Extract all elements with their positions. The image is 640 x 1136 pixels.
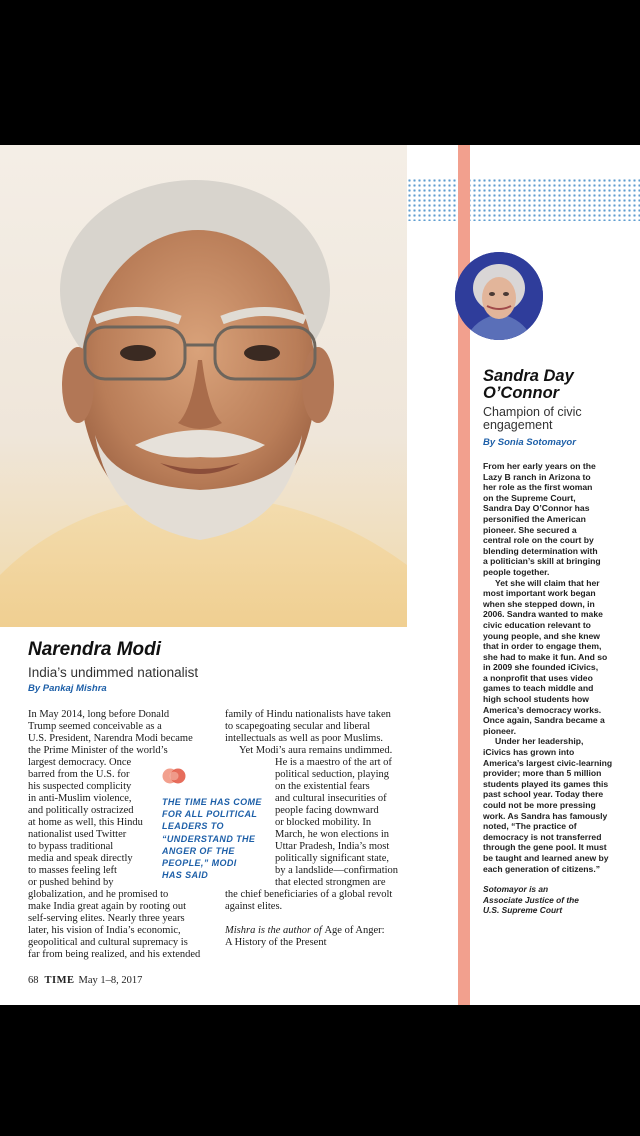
body-line: at home as well, this Hindu xyxy=(28,817,143,828)
body-line: geopolitical and cultural supremacy is xyxy=(28,937,188,948)
col2-top-lines xyxy=(225,709,407,745)
oconnor-paragraph-2 xyxy=(483,578,633,737)
author-note-book-title: Age of Anger: xyxy=(324,925,385,936)
pull-quote-line: FOR ALL POLITICAL xyxy=(162,809,258,820)
body-line: civic education relevant to xyxy=(483,619,591,630)
body-line: or pushed behind by xyxy=(28,877,114,888)
page-number: 68 xyxy=(28,975,39,986)
oconnor-body-text xyxy=(483,461,633,874)
body-line: the Prime Minister of the world’s xyxy=(28,745,168,756)
body-line: media and speak directly xyxy=(28,853,133,864)
oconnor-subtitle xyxy=(483,406,633,432)
body-line: later, his vision of India’s economic, xyxy=(28,925,181,936)
body-line: his suspected complicity xyxy=(28,781,132,792)
body-line: central role on the court by xyxy=(483,535,594,546)
body-line: the chief beneficiaries of a global revolt xyxy=(225,889,393,900)
body-line: or blocked mobility. In xyxy=(275,817,372,828)
oconnor-author-footnote xyxy=(483,884,633,916)
pull-quote-line: PEOPLE,” MODI xyxy=(162,858,237,869)
body-line: make India great again by rooting out xyxy=(28,901,187,912)
body-line: Trump seemed conceivable as a xyxy=(28,721,162,732)
author-note-book-title-line2: A History of the Present xyxy=(225,937,327,948)
body-line: that in order to engage them, xyxy=(483,641,602,652)
body-line: most important work began xyxy=(483,588,596,599)
body-line: a politician’s skill at bringing xyxy=(483,556,601,567)
body-line: self-serving elites. Nearly three years xyxy=(28,913,185,924)
oconnor-name-heading xyxy=(483,368,633,402)
body-line: pioneer. xyxy=(483,725,516,736)
body-line: largest democracy. Once xyxy=(28,757,132,768)
body-line: through the gene pool. It must xyxy=(483,842,607,853)
magazine-page xyxy=(0,145,640,1005)
body-line: politically significant state, xyxy=(275,853,390,864)
body-line: high school students how xyxy=(483,694,589,705)
body-line: intellectuals as well as poor Muslims. xyxy=(225,733,384,744)
oconnor-portrait-avatar xyxy=(455,252,543,340)
body-line: iCivics has grown into xyxy=(483,747,575,758)
body-line: when she stepped down, in xyxy=(483,598,595,609)
body-line: to bypass traditional xyxy=(28,841,114,852)
body-line: on the Supreme Court, xyxy=(483,492,576,503)
modi-subtitle: India’s undimmed nationalist xyxy=(28,665,199,680)
oconnor-byline: By Sonia Sotomayor xyxy=(483,437,576,448)
modi-byline: By Pankaj Mishra xyxy=(28,683,107,694)
oconnor-paragraph-3 xyxy=(483,736,633,874)
body-line: and politically ostracized xyxy=(28,805,134,816)
body-line: family of Hindu nationalists have taken xyxy=(225,709,391,720)
modi-pull-quote xyxy=(162,796,270,881)
body-line: past school year. Today there xyxy=(483,789,604,800)
body-line: In May 2014, long before Donald xyxy=(28,709,170,720)
body-line: young people, and she knew xyxy=(483,630,600,641)
body-line: America’s largest civic-learning xyxy=(483,757,613,768)
body-line: to scapegoating secular and liberal xyxy=(225,721,371,732)
oconnor-name-line2: O’Connor xyxy=(483,384,560,402)
body-line: be taught and learned anew by xyxy=(483,852,609,863)
modi-name-heading: Narendra Modi xyxy=(28,639,162,660)
body-line: on the existential fears xyxy=(275,781,370,792)
body-line: people facing downward xyxy=(275,805,379,816)
oconnor-subtitle-line1: Champion of civic xyxy=(483,405,582,419)
overlapping-circles-icon xyxy=(162,768,188,784)
col2-indent-line: Yet Modi’s aura remains undimmed. xyxy=(239,745,393,756)
pull-quote-line: LEADERS TO xyxy=(162,821,224,832)
pull-quote-line: THE TIME HAS COME xyxy=(162,797,262,807)
magazine-name: TIME xyxy=(44,975,75,986)
body-line: her role as the first woman xyxy=(483,482,593,493)
oconnor-subtitle-line2: engagement xyxy=(483,418,553,432)
body-line: Associate Justice of the xyxy=(483,894,579,905)
body-line: she had to make it fun. And so xyxy=(483,651,608,662)
body-line: U.S. President, Narendra Modi became xyxy=(28,733,193,744)
body-line: March, he won elections in xyxy=(275,829,390,840)
body-line: From her early years on the xyxy=(483,461,596,471)
body-line: could not be more pressing xyxy=(483,800,596,810)
body-line: games to teach middle and xyxy=(483,683,594,694)
body-line: U.S. Supreme Court xyxy=(483,905,563,916)
oconnor-paragraph-1 xyxy=(483,461,633,578)
pull-quote-line: “UNDERSTAND THE xyxy=(162,833,256,844)
body-line: against elites. xyxy=(225,901,283,912)
modi-portrait-photo xyxy=(0,145,407,627)
body-line: nationalist used Twitter xyxy=(28,829,127,840)
body-line: Once again, Sandra became a xyxy=(483,715,605,726)
body-line: a nonprofit that uses video xyxy=(483,672,593,683)
body-line: Sandra Day O’Connor has xyxy=(483,503,590,514)
body-line: political seduction, playing xyxy=(275,769,390,780)
body-line: personified the American xyxy=(483,513,586,524)
body-line: by a landslide—confirmation xyxy=(275,865,399,876)
body-line: far from being realized, and his extended xyxy=(28,949,201,960)
body-line: barred from the U.S. for xyxy=(28,769,130,780)
body-line: and cultural insecurities of xyxy=(275,793,387,804)
body-line: people together. xyxy=(483,566,550,577)
col2-bottom-lines xyxy=(225,889,407,913)
body-line: Under her leadership, xyxy=(495,736,584,747)
pull-quote-line: ANGER OF THE xyxy=(162,845,235,856)
body-line: He is a maestro of the art of xyxy=(275,757,392,768)
body-line: Sotomayor is an xyxy=(483,884,549,895)
dot-pattern-decoration xyxy=(407,178,640,221)
body-line: provider; more than 5 million xyxy=(483,768,602,779)
body-line: in 2009 she founded iCivics, xyxy=(483,662,599,673)
body-line: to masses feeling left xyxy=(28,865,117,876)
body-line: noted, “The practice of xyxy=(483,821,577,832)
body-line: Lazy B ranch in Arizona to xyxy=(483,471,591,482)
body-line: each generation of citizens.” xyxy=(483,863,600,874)
body-line: blending determination with xyxy=(483,545,598,556)
body-line: democracy is not transferred xyxy=(483,831,602,842)
body-line: Yet she will claim that her xyxy=(495,577,600,588)
oconnor-profile xyxy=(483,368,633,916)
body-line: in anti-Muslim violence, xyxy=(28,793,132,804)
body-line: that elected strongmen are xyxy=(275,877,386,888)
body-line: 2006. Sandra wanted to make xyxy=(483,609,603,620)
body-line: America’s democracy works. xyxy=(483,704,602,715)
body-line: students played its games this xyxy=(483,778,609,789)
body-line: pioneer. She secured a xyxy=(483,524,577,535)
page-folio xyxy=(28,975,142,986)
oconnor-name-line1: Sandra Day xyxy=(483,367,574,385)
body-line: work. As Sandra has famously xyxy=(483,810,608,821)
body-line: Uttar Pradesh, India’s most xyxy=(275,841,390,852)
issue-date: May 1–8, 2017 xyxy=(78,975,143,986)
modi-author-note xyxy=(225,925,407,937)
author-note-prefix: Mishra is the author of xyxy=(225,925,325,936)
body-line: globalization, and he promised to xyxy=(28,889,169,900)
pull-quote-line: HAS SAID xyxy=(162,870,209,881)
